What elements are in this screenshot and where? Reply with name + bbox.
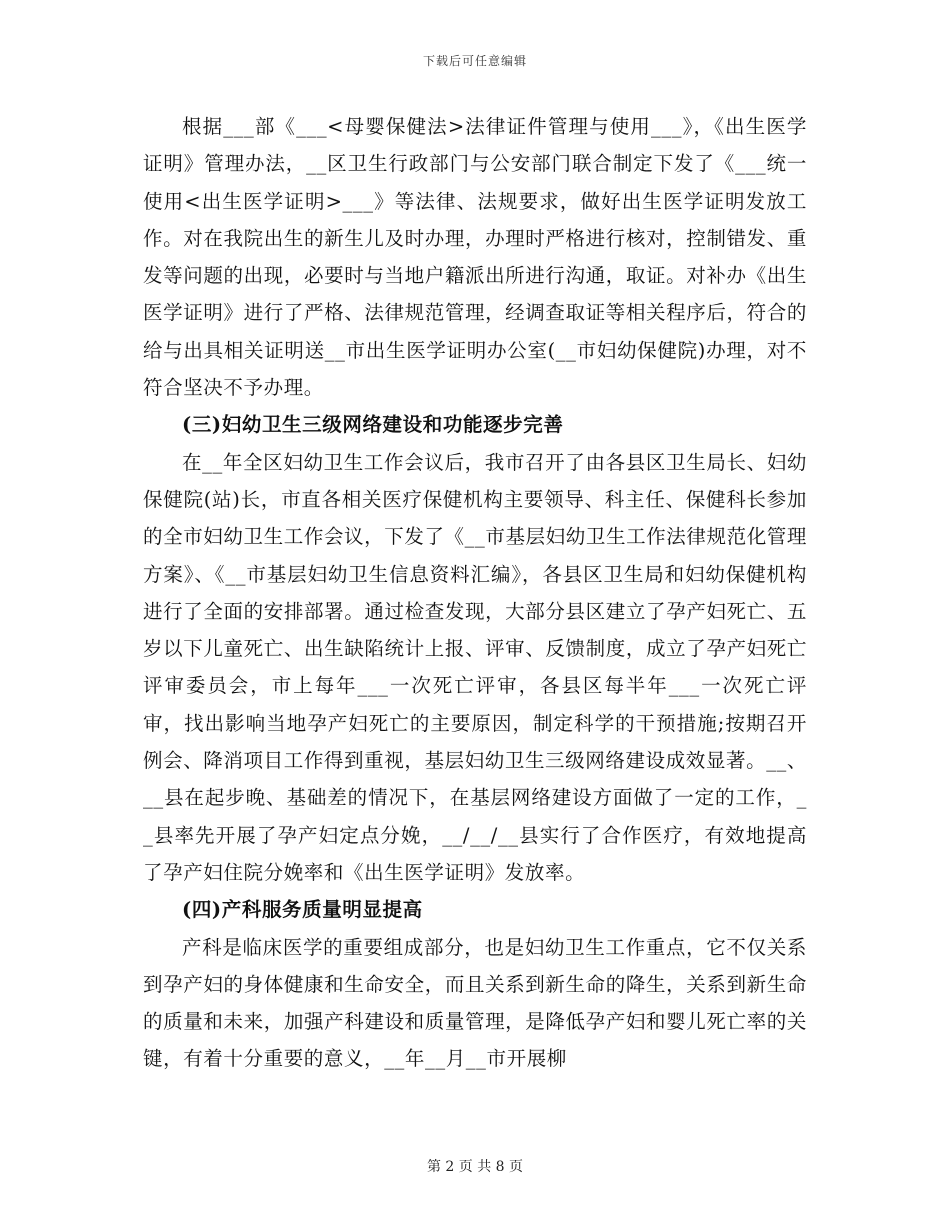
body-paragraph-obstetrics: 产科是临床医学的重要组成部分，也是妇幼卫生工作重点，它不仅关系到孕产妇的身体健康和生命安全，而且关系到新生命的降生，关系到新生命的质量和未来，加强产科建设和质量管理，是降低孕产妇和婴儿死亡率的关键，有着十分重要的意义，__年__月__市开展柳: [143, 935, 807, 1071]
page-header-note: 下载后可任意编辑: [422, 54, 527, 68]
document-body: [143, 108, 807, 1078]
page-number: 第 2 页 共 8 页: [426, 1159, 524, 1175]
body-paragraph-network-building: 在__年全区妇幼卫生工作会议后，我市召开了由各县区卫生局长、妇幼保健院(站)长，市直各相关医疗保健机构主要领导、科主任、保健科长参加的全市妇幼卫生工作会议，下发了《__市基层妇幼卫生工作法律规范化管理方案》、《__市基层妇幼卫生信息资料汇编》，各县区卫生局和妇幼保健机构进行了全面的安排部署。通过检查发现，大部分县区建立了孕产妇死亡、五岁以下儿童死亡、出生缺陷统计上报、评审、反馈制度，成立了孕产妇死亡评审委员会，市上每年___一次死亡评审，各县区每半年___一次死亡评审，找出影响当地孕产妇死亡的主要原因，制定科学的干预措施;按期召开例会、降消项目工作得到重视，基层妇幼卫生三级网络建设成效显著。__、__县在起步晚、基础差的情况下，在基层网络建设方面做了一定的工作，__县率先开展了孕产妇定点分娩，__/__/__县实行了合作医疗，有效地提高了孕产妇住院分娩率和《出生医学证明》发放率。: [143, 450, 807, 884]
section-heading-4: (四)产科服务质量明显提高: [182, 898, 423, 922]
body-paragraph-birth-certificate: 根据___部《___<母婴保健法>法律证件管理与使用___》，《出生医学证明》管理办法，__区卫生行政部门与公安部门联合制定下发了《___统一使用<出生医学证明>___》等法律、法规要求，做好出生医学证明发放工作。对在我院出生的新生儿及时办理，办理时严格进行核对，控制错发、重发等问题的出现，必要时与当地户籍派出所进行沟通，取证。对补办《出生医学证明》进行了严格、法律规范管理，经调查取证等相关程序后，符合的给与出具相关证明送__市出生医学证明办公室(__市妇幼保健院)办理，对不符合坚决不予办理。: [143, 115, 807, 400]
section-heading-3: (三)妇幼卫生三级网络建设和功能逐步完善: [182, 413, 564, 437]
